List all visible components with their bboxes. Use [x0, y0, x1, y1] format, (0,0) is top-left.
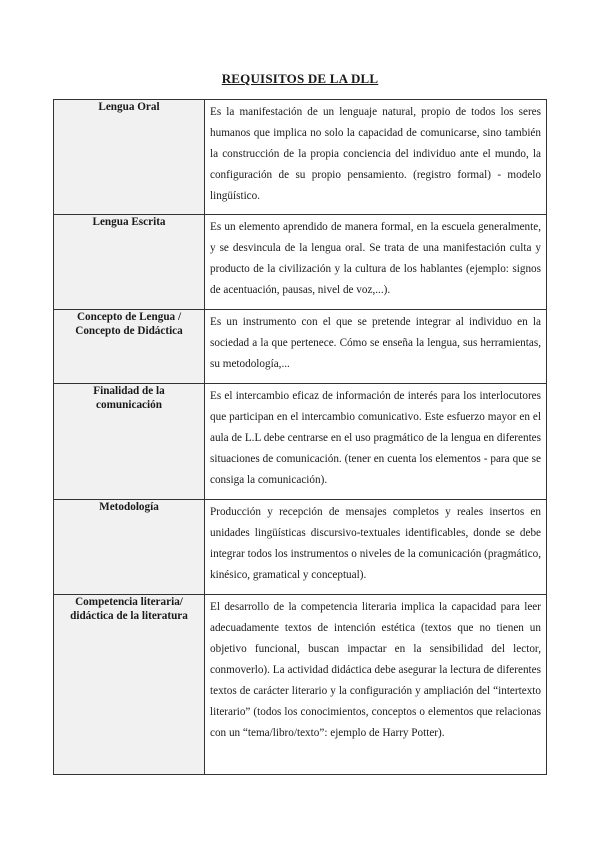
table-row — [54, 100, 547, 215]
row-description: Es el intercambio eficaz de información de interés para los interlocutores que participan en el intercambio comunicativo. Este esfuerzo mayor en el aula de L.L debe centrarse en el uso pragmático de la lengua en diferentes situaciones de comunicación. (tener en cuenta los elementos - para que se consiga la comunicación). — [205, 384, 547, 500]
table-row — [54, 595, 547, 775]
row-label: Concepto de Lengua / Concepto de Didáctica — [54, 310, 205, 384]
row-label: Lengua Oral — [54, 100, 205, 215]
row-label: Finalidad de la comunicación — [54, 384, 205, 500]
row-description: El desarrollo de la competencia literaria implica la capacidad para leer adecuadamente textos de intención estética (textos que no tienen un objetivo funcional, buscan impactar en la sensibilidad del lector, conmoverlo). La actividad didáctica debe asegurar la lectura de diferentes textos de carácter literario y la configuración y ampliación del “intertexto literario” (todos los conocimientos, conceptos o elementos que relacionas con un “tema/libro/texto”: ejemplo de Harry Potter). — [205, 595, 547, 775]
table-row — [54, 310, 547, 384]
row-label: Metodología — [54, 500, 205, 595]
row-description: Es un elemento aprendido de manera formal, en la escuela generalmente, y se desvincula de la lengua oral. Se trata de una manifestación culta y producto de la civilización y la cultura de los hablantes (ejemplo: signos de acentuación, pausas, nivel de voz,...). — [205, 215, 547, 310]
row-label: Competencia literaria/ didáctica de la literatura — [54, 595, 205, 775]
page-title: REQUISITOS DE LA DLL — [221, 71, 379, 86]
table-row — [54, 215, 547, 310]
row-description: Es un instrumento con el que se pretende integrar al individuo en la sociedad a la que pertenece. Cómo se enseña la lengua, sus herramientas, su metodología,... — [205, 310, 547, 384]
row-description: Producción y recepción de mensajes completos y reales insertos en unidades lingüísticas discursivo-textuales identificables, donde se debe integrar todos los instrumentos o niveles de la comunicación (pragmático, kinésico, gramatical y conceptual). — [205, 500, 547, 595]
row-label: Lengua Escrita — [54, 215, 205, 310]
table-row — [54, 500, 547, 595]
row-description: Es la manifestación de un lenguaje natural, propio de todos los seres humanos que implica no solo la capacidad de comunicarse, sino también la construcción de la propia conciencia del individuo ante el mundo, la configuración de su propio pensamiento. (registro formal) - modelo lingüístico. — [205, 100, 547, 215]
requirements-table — [53, 99, 547, 775]
table-row — [54, 384, 547, 500]
